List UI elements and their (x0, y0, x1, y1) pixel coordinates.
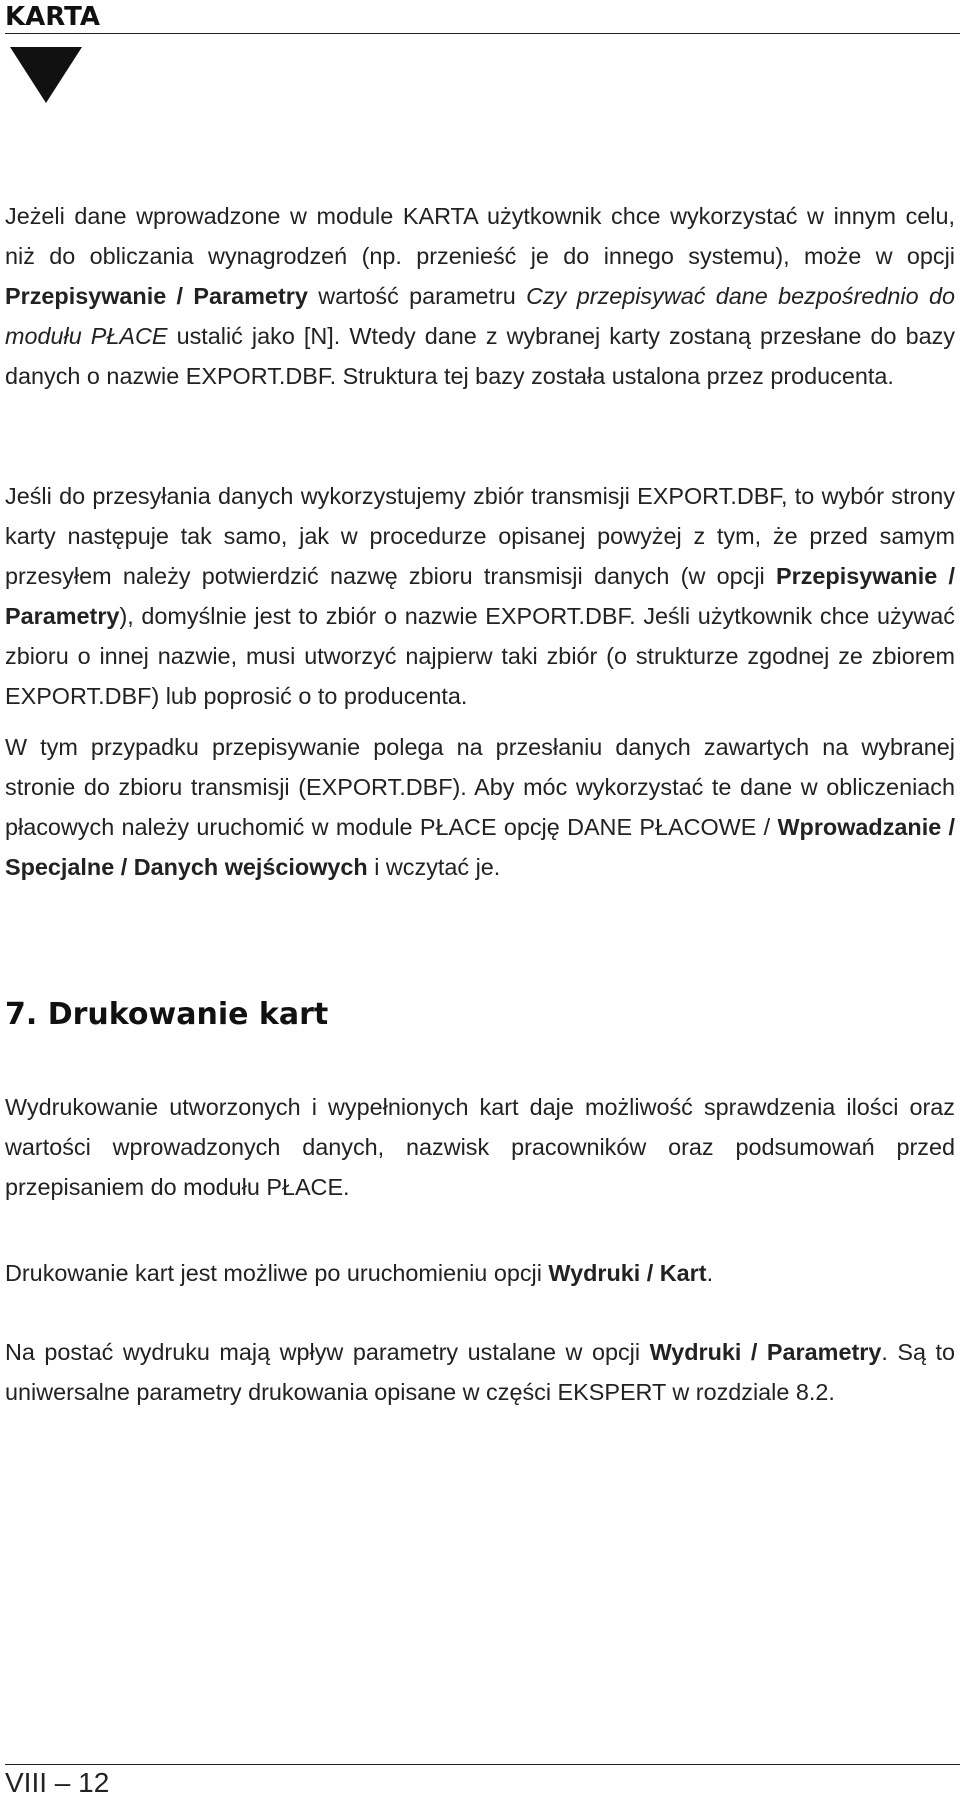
menu-path-wprowadzanie: Wprowadzanie / Specjalne / Danych wejściowych (5, 814, 956, 880)
paragraph-transmission-file (5, 476, 955, 716)
p4-text-1: Wydrukowanie utworzonych i wypełnionych kart daje możliwość sprawdzenia ilości oraz wartości wprowadzonych danych, nazwisk pracowników oraz podsumowań przed przepisaniem do modułu PŁACE. (5, 1094, 955, 1200)
p1-text-2: wartość parametru (307, 283, 527, 309)
p3-text-2: i wczytać je. (367, 854, 501, 880)
page-number: VIII – 12 (5, 1767, 110, 1798)
p3-text-1: W tym przypadku przepisywanie polega na przesłaniu danych zawartych na wybranej stronie do zbioru transmisji (EXPORT.DBF). Aby móc wykorzystać te dane w obliczeniach płacowych należy uruchomić w module PŁACE opcję DANE PŁACOWE / (5, 734, 955, 840)
menu-path-wydruki-parametry: Wydruki / Parametry (649, 1339, 882, 1365)
p6-text-1: Na postać wydruku mają wpływ parametry ustalane w opcji (5, 1339, 650, 1365)
p1-text-3: ustalić jako [N]. Wtedy dane z wybranej karty zostaną przesłane do bazy danych o nazwie EXPORT.DBF. Struktura tej bazy została ustalona przez producenta. (5, 323, 956, 389)
paragraph-export-intro (5, 196, 955, 396)
p1-text-1: Jeżeli dane wprowadzone w module KARTA użytkownik chce wykorzystać w innym celu, niż do obliczania wynagrodzeń (np. przenieść je do innego systemu), może w opcji (5, 203, 955, 269)
running-header: KARTA (5, 2, 100, 32)
parameter-name: Czy przepisywać dane bezpośrednio do modułu PŁACE (5, 283, 955, 349)
paragraph-payroll-import (5, 727, 955, 887)
triangle-down-icon (10, 47, 82, 103)
section-heading: 7. Drukowanie kart (5, 997, 329, 1032)
header-rule (5, 33, 960, 34)
menu-path-wydruki-kart: Wydruki / Kart (548, 1260, 707, 1286)
p2-text-1: Jeśli do przesyłania danych wykorzystujemy zbiór transmisji EXPORT.DBF, to wybór strony karty następuje tak samo, jak w procedurze opisanej powyżej z tym, że przed samym przesyłem należy potwierdzić nazwę zbioru transmisji danych (w opcji (5, 483, 955, 589)
menu-path-przepisywanie-parametry-2: Przepisywanie / Parametry (5, 563, 955, 629)
menu-path-przepisywanie-parametry: Przepisywanie / Parametry (5, 283, 308, 309)
p5-text-2: . (706, 1260, 714, 1286)
p6-text-2: . Są to uniwersalne parametry drukowania opisane w części EKSPERT w rozdziale 8.2. (5, 1339, 956, 1405)
paragraph-printing-option (5, 1253, 955, 1293)
p5-text-1: Drukowanie kart jest możliwe po uruchomieniu opcji (5, 1260, 549, 1286)
footer-rule (5, 1764, 960, 1765)
paragraph-printing-parameters (5, 1332, 955, 1412)
p2-text-2: ), domyślnie jest to zbiór o nazwie EXPORT.DBF. Jeśli użytkownik chce używać zbioru o innej nazwie, musi utworzyć najpierw taki zbiór (o strukturze zgodnej ze zbiorem EXPORT.DBF) lub poprosić o to producenta. (5, 603, 955, 709)
paragraph-printing-intro (5, 1087, 955, 1207)
